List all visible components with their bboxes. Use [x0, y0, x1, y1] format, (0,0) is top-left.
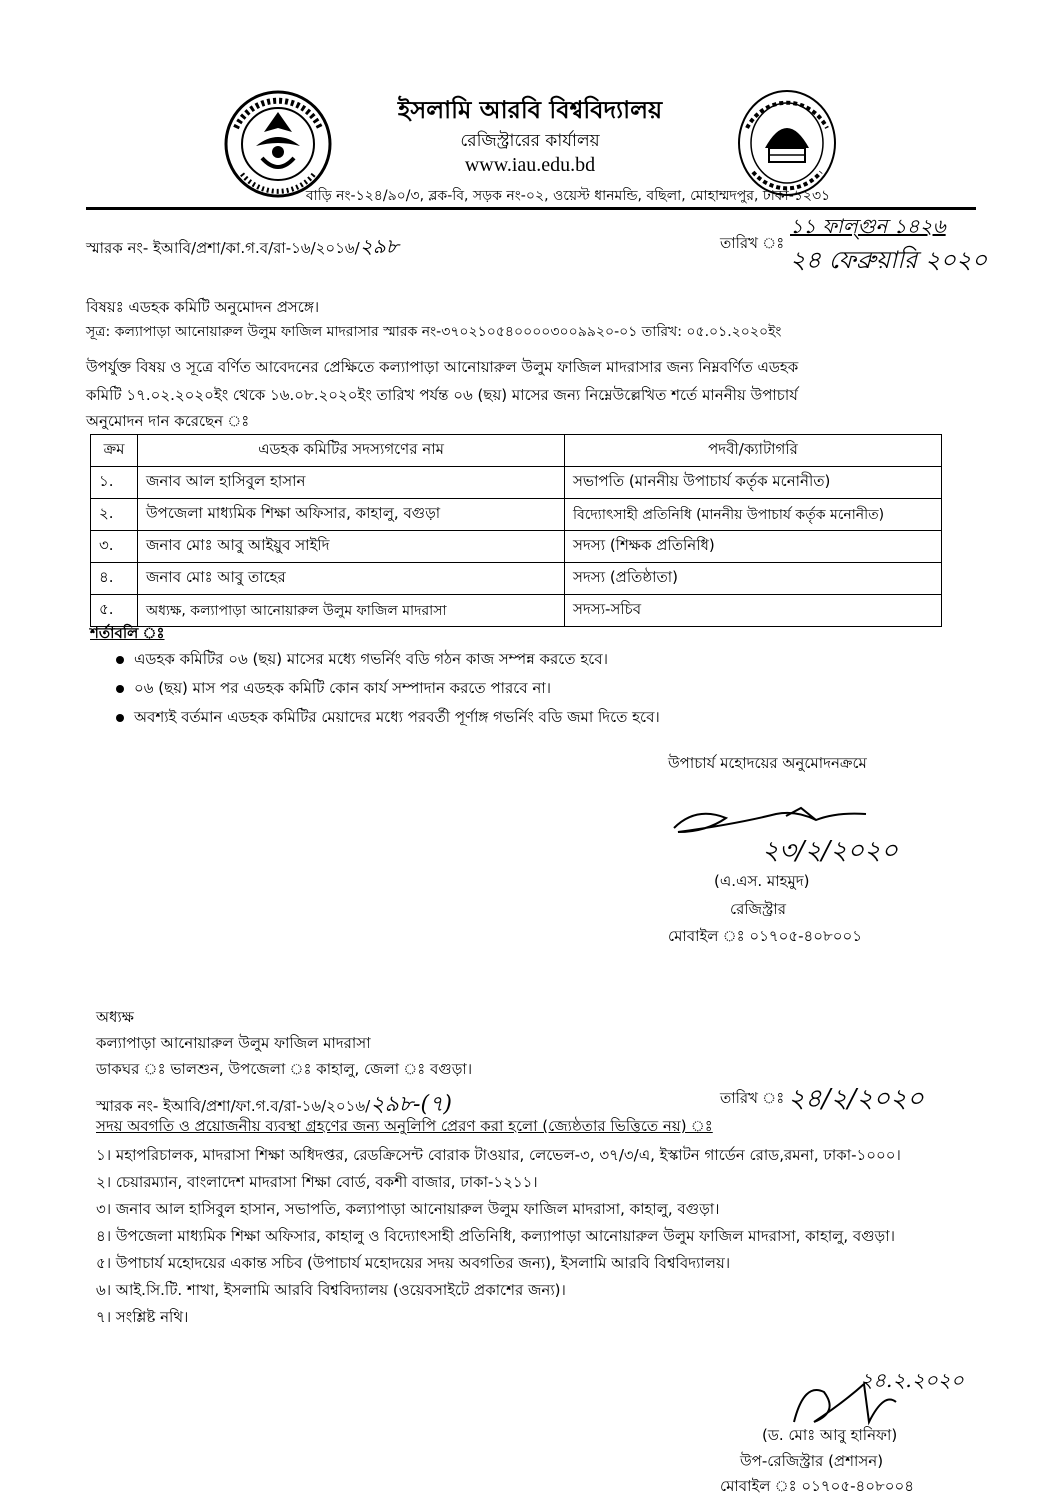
memo2-ref-number: ২৯৮-(৭) — [370, 1092, 452, 1117]
bullet-icon — [116, 714, 124, 722]
row-name: অধ্যক্ষ, কল্যাপাড়া আনোয়ারুল উলুম ফাজিল মাদরাসা — [138, 595, 565, 627]
list-item: এডহক কমিটির ০৬ (ছয়) মাসের মধ্যে গভর্নিং বডি গঠন কাজ সম্পন্ন করতে হবে। — [116, 648, 660, 677]
list-item: ৬। আই.সি.টি. শাখা, ইসলামি আরবি বিশ্ববিদ্যালয় (ওয়েবসাইটে প্রকাশের জন্য)। — [96, 1281, 566, 1299]
col-designation: পদবী/ক্যাটাগরি — [565, 435, 942, 467]
registrar-title: রেজিস্ট্রার — [730, 900, 787, 918]
memo-date-label: তারিখ ঃ — [720, 234, 785, 252]
registrar-mobile: মোবাইল ঃ ০১৭০৫-৪০৮০০১ — [668, 927, 863, 945]
row-designation: সভাপতি (মাননীয় উপাচার্য কর্তৃক মনোনীত) — [565, 467, 942, 499]
row-serial: ৫. — [91, 595, 138, 627]
memo2-date: ২৪/২/২০২০ — [788, 1084, 924, 1114]
list-item: ৭। সংশ্লিষ্ট নথি। — [96, 1308, 189, 1326]
table-row — [91, 563, 942, 595]
registrar-sign-date: ২৩/২/২০২০ — [762, 836, 898, 866]
recipient-address: ডাকঘর ঃ ভালশুন, উপজেলা ঃ কাহালু, জেলা ঃ বগুড়া। — [96, 1060, 473, 1078]
bullet-icon — [116, 656, 124, 664]
conditions-title: শর্তাবলি ঃ — [90, 624, 165, 642]
university-name: ইসলামি আরবি বিশ্ববিদ্যালয় — [397, 96, 663, 124]
registrar-name: (এ.এস. মাহমুদ) — [714, 872, 810, 890]
row-designation: সদস্য (প্রতিষ্ঠাতা) — [565, 563, 942, 595]
row-name: উপজেলা মাধ্যমিক শিক্ষা অফিসার, কাহালু, বগুড়া — [138, 499, 565, 531]
row-name: জনাব মোঃ আবু আইয়ুব সাইদি — [138, 531, 565, 563]
table-row — [91, 531, 942, 563]
memo-ref — [86, 232, 399, 265]
body-line-3: অনুমোদন দান করেছেন ঃ — [86, 412, 250, 430]
list-item: অবশ্যই বর্তমান এডহক কমিটির মেয়াদের মধ্যে পরবর্তী পূর্ণাঙ্গ গভর্নিং বডি জমা দিতে হবে। — [116, 706, 660, 735]
list-item: ৪। উপজেলা মাধ্যমিক শিক্ষা অফিসার, কাহালু ও বিদ্যোৎসাহী প্রতিনিধি, কল্যাপাড়া আনোয়ারুল উলুম ফাজিল মাদরাসা, কাহালু, বগুড়া। — [96, 1227, 895, 1245]
table-row — [91, 499, 942, 531]
memo2-ref-label: স্মারক নং- ইআবি/প্রশা/ফা.গ.ব/রা-১৬/২০১৬/ — [96, 1097, 371, 1115]
website-link[interactable]: www.iau.edu.bd — [464, 154, 596, 176]
table-header-row — [91, 435, 942, 467]
col-name: এডহক কমিটির সদস্যগণের নাম — [138, 435, 565, 467]
row-serial: ৪. — [91, 563, 138, 595]
memo-ref-label: স্মারক নং- ইআবি/প্রশা/কা.গ.ব/রা-১৬/২০১৬/ — [86, 239, 360, 257]
copy-list — [96, 1142, 936, 1331]
table-row — [91, 595, 942, 627]
body-line-1: উপর্যুক্ত বিষয় ও সূত্রে বর্ণিত আবেদনের প্রেক্ষিতে কল্যাপাড়া আনোয়ারুল উলুম ফাজিল মাদরাসার জন্য নিম্নবর্ণিত এডহক — [86, 358, 799, 376]
list-item: ৩। জনাব আল হাসিবুল হাসান, সভাপতি, কল্যাপাড়া আনোয়ারুল উলুম ফাজিল মাদরাসা, কাহালু, বগুড়া। — [96, 1200, 720, 1218]
row-serial: ১. — [91, 467, 138, 499]
list-item: ২। চেয়ারম্যান, বাংলাদেশ মাদরাসা শিক্ষা বোর্ড, বকশী বাজার, ঢাকা-১২১১। — [96, 1173, 538, 1191]
col-serial: ক্রম — [91, 435, 138, 467]
approval-note: উপাচার্য মহোদয়ের অনুমোদনক্রমে — [668, 754, 867, 772]
row-name: জনাব আল হাসিবুল হাসান — [138, 467, 565, 499]
conditions-list — [116, 648, 660, 735]
body-line-2: কমিটি ১৭.০২.২০২০ইং থেকে ১৬.০৮.২০২০ইং তারিখ পর্যন্ত ০৬ (ছয়) মাসের জন্য নিম্নেউল্লেখিত শর্তে মাননীয় উপাচার্য — [86, 386, 798, 404]
row-serial: ৩. — [91, 531, 138, 563]
subject-line: বিষয়ঃ এডহক কমিটি অনুমোদন প্রসঙ্গে। — [86, 298, 320, 316]
memo-date-hijri: ১১ ফাল্গুন ১৪২৬ — [790, 214, 946, 238]
list-item: ১। মহাপরিচালক, মাদরাসা শিক্ষা অধিদপ্তর, রেডক্রিসেন্ট বোরাক টাওয়ার, লেভেল-৩, ৩৭/৩/এ, ইস্কাটন গার্ডেন রোড,রমনা, ঢাকা-১০০০। — [96, 1146, 901, 1164]
bullet-icon — [116, 685, 124, 693]
members-table — [90, 434, 942, 627]
memo2-date-label: তারিখ ঃ — [720, 1089, 785, 1107]
memo-ref-number: ২৯৮ — [359, 234, 399, 258]
row-serial: ২. — [91, 499, 138, 531]
row-designation: বিদ্যোৎসাহী প্রতিনিধি (মাননীয় উপাচার্য কর্তৃক মনোনীত) — [565, 499, 942, 531]
deputy-title: উপ-রেজিস্ট্রার (প্রশাসন) — [740, 1452, 884, 1470]
government-seal — [735, 88, 839, 198]
reference-line: সূত্র: কল্যাপাড়া আনোয়ারুল উলুম ফাজিল মাদরাসার স্মারক নং-৩৭০২১০৫৪০০০০৩০০৯৯২০-০১ তারিখ: ০৫.০১.২০২০ইং — [86, 324, 782, 340]
recipient-title: অধ্যক্ষ — [96, 1008, 134, 1026]
copy-note: সদয় অবগতি ও প্রয়োজনীয় ব্যবস্থা গ্রহণের জন্য অনুলিপি প্রেরণ করা হলো (জ্যেষ্ঠতার ভিত্তিতে নয়) ঃ — [96, 1117, 713, 1135]
row-designation: সদস্য-সচিব — [565, 595, 942, 627]
memo-date: ২৪ ফেব্রুয়ারি ২০২০ — [790, 246, 988, 274]
row-designation: সদস্য (শিক্ষক প্রতিনিধি) — [565, 531, 942, 563]
recipient-institution: কল্যাপাড়া আনোয়ারুল উলুম ফাজিল মাদরাসা — [96, 1034, 371, 1052]
header-divider — [86, 207, 976, 210]
office-name: রেজিস্ট্রারের কার্যালয় — [460, 131, 600, 151]
deputy-sign-date: ২৪.২.২০২০ — [860, 1368, 964, 1392]
deputy-mobile: মোবাইল ঃ ০১৭০৫-৪০৮০০৪ — [720, 1477, 915, 1495]
list-item: ০৬ (ছয়) মাস পর এডহক কমিটি কোন কার্য সম্পাদান করতে পারবে না। — [116, 677, 660, 706]
deputy-name: (ড. মোঃ আবু হানিফা) — [762, 1426, 898, 1444]
table-row — [91, 467, 942, 499]
list-item: ৫। উপাচার্য মহোদয়ের একান্ত সচিব (উপাচার্য মহোদয়ের সদয় অবগতির জন্য), ইসলামি আরবি বিশ্ববিদ্যালয়। — [96, 1254, 731, 1272]
address-line: বাড়ি নং-১২৪/৯০/৩, ব্লক-বি, সড়ক নং-০২, ওয়েস্ট ধানমন্ডি, বছিলা, মোহাম্মদপুর, ঢাকা-১২৩১ — [305, 188, 831, 204]
row-name: জনাব মোঃ আবু তাহের — [138, 563, 565, 595]
